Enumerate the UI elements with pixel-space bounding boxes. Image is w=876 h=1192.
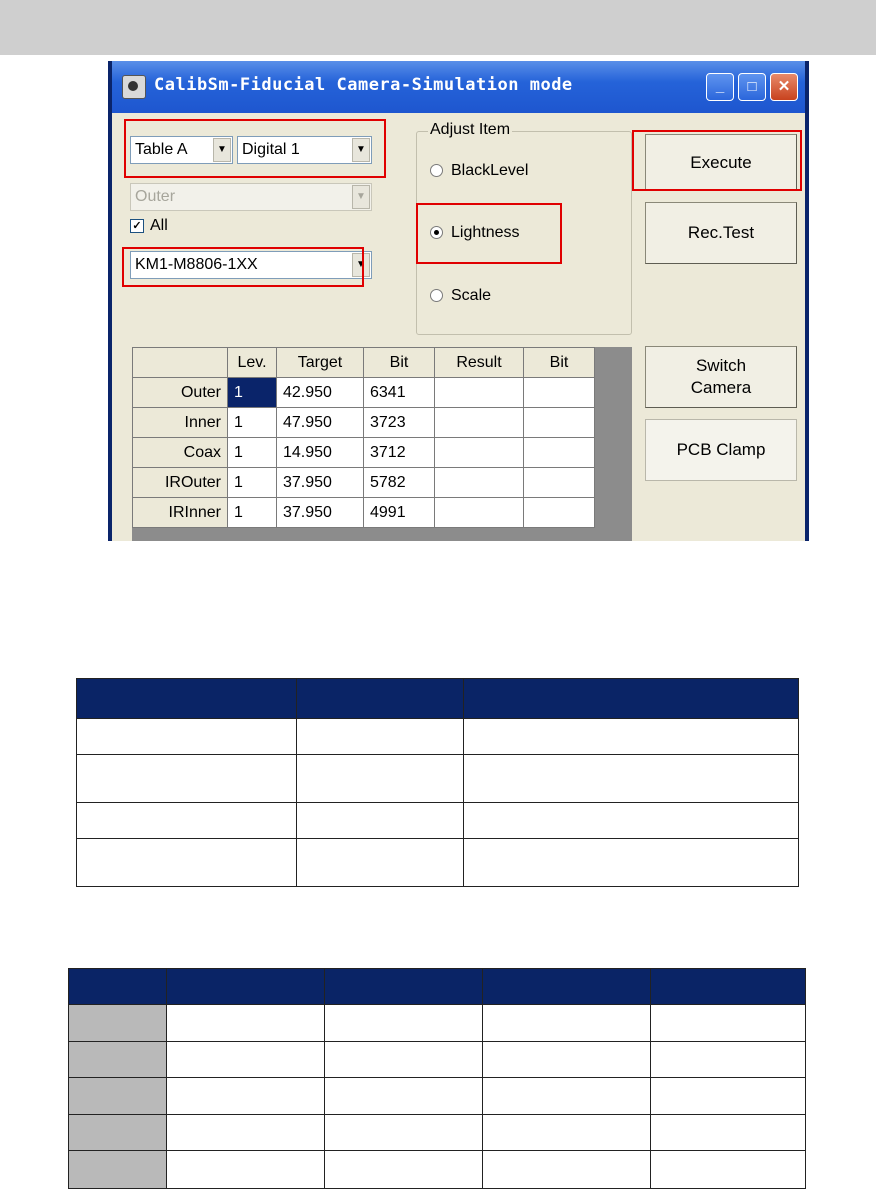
- switch-camera-line2: Camera: [690, 378, 752, 397]
- adjust-item-label: Adjust Item: [430, 121, 511, 138]
- table-row: [77, 719, 799, 755]
- page-header-band: [0, 0, 876, 55]
- table-cell: [167, 1042, 325, 1078]
- grid-cell-target[interactable]: 14.950: [277, 438, 364, 468]
- grid-row: [133, 468, 595, 498]
- table-cell: [651, 1042, 806, 1078]
- grid-cell-target[interactable]: 47.950: [277, 408, 364, 438]
- table-cell: [651, 1078, 806, 1115]
- grid-row-name[interactable]: Inner: [133, 408, 228, 438]
- grid-cell-lev[interactable]: 1: [228, 498, 277, 528]
- grid-cell-bit2[interactable]: [524, 498, 595, 528]
- table-cell: [464, 719, 799, 755]
- table-cell: [325, 1042, 483, 1078]
- table-cell: [651, 1151, 806, 1189]
- switch-camera-line1: Switch: [695, 356, 747, 375]
- minimize-button[interactable]: _: [706, 73, 734, 101]
- table-cell: [77, 803, 297, 839]
- highlight-box: [122, 247, 364, 287]
- table-row: [77, 839, 799, 887]
- table-header-cell: [297, 679, 464, 719]
- calibration-grid-area: [132, 347, 632, 541]
- grid-cell-bit[interactable]: 5782: [364, 468, 435, 498]
- table-cell: [77, 755, 297, 803]
- model-select-value: KM1-M8806-1XX: [135, 256, 258, 273]
- grid-header-result: Result: [435, 348, 524, 378]
- table-cell: [325, 1005, 483, 1042]
- radio-label: Scale: [451, 287, 492, 304]
- grid-header-target: Target: [277, 348, 364, 378]
- grid-cell-target[interactable]: 42.950: [277, 378, 364, 408]
- table-row: [69, 1151, 806, 1189]
- table-header-row: [77, 679, 799, 719]
- switch-camera-button[interactable]: [645, 346, 797, 408]
- chevron-down-icon[interactable]: ▼: [213, 138, 231, 162]
- digital-select-value: Digital 1: [242, 141, 300, 158]
- grid-row-name[interactable]: Outer: [133, 378, 228, 408]
- light-select-value: Outer: [135, 188, 176, 205]
- grid-cell-bit2[interactable]: [524, 468, 595, 498]
- grid-cell-result[interactable]: [435, 408, 524, 438]
- chevron-down-icon: ▼: [352, 185, 370, 209]
- grid-cell-bit[interactable]: 4991: [364, 498, 435, 528]
- table-cell: [483, 1042, 651, 1078]
- grid-header-bit: Bit: [364, 348, 435, 378]
- radio-blacklevel[interactable]: [430, 160, 528, 182]
- table-cell: [297, 755, 464, 803]
- radio-icon[interactable]: [430, 164, 443, 177]
- table-header-cell: [483, 969, 651, 1005]
- table-cell: [77, 839, 297, 887]
- table-row: [77, 803, 799, 839]
- grid-row: [133, 438, 595, 468]
- table-cell: [69, 1115, 167, 1151]
- grid-cell-result[interactable]: [435, 438, 524, 468]
- table-cell: [464, 803, 799, 839]
- table-cell: [167, 1078, 325, 1115]
- chevron-down-icon[interactable]: ▼: [352, 138, 370, 162]
- highlight-box: [124, 119, 386, 178]
- table-cell: [483, 1005, 651, 1042]
- radio-label: Lightness: [451, 224, 520, 241]
- table-cell: [167, 1151, 325, 1189]
- grid-cell-target[interactable]: 37.950: [277, 498, 364, 528]
- grid-cell-result[interactable]: [435, 498, 524, 528]
- grid-row-name[interactable]: Coax: [133, 438, 228, 468]
- grid-row: [133, 408, 595, 438]
- table-cell: [297, 839, 464, 887]
- table-cell: [651, 1005, 806, 1042]
- checkbox-check-icon[interactable]: ✓: [130, 219, 144, 233]
- close-button[interactable]: ✕: [770, 73, 798, 101]
- table-header-cell: [464, 679, 799, 719]
- grid-row-name[interactable]: IROuter: [133, 468, 228, 498]
- maximize-button[interactable]: □: [738, 73, 766, 101]
- all-checkbox-label: All: [150, 217, 168, 234]
- grid-cell-bit2[interactable]: [524, 408, 595, 438]
- table-cell: [69, 1005, 167, 1042]
- grid-row-name[interactable]: IRInner: [133, 498, 228, 528]
- grid-cell-bit[interactable]: 6341: [364, 378, 435, 408]
- empty-table-2: [68, 968, 806, 1189]
- grid-cell-lev[interactable]: 1: [228, 438, 277, 468]
- grid-cell-lev[interactable]: 1: [228, 408, 277, 438]
- table-cell: [69, 1151, 167, 1189]
- grid-cell-lev[interactable]: 1: [228, 378, 277, 408]
- table-cell: [77, 719, 297, 755]
- title-bar[interactable]: [112, 61, 805, 113]
- table-cell: [69, 1042, 167, 1078]
- table-cell: [483, 1078, 651, 1115]
- table-row: [69, 1115, 806, 1151]
- all-checkbox[interactable]: [130, 216, 168, 236]
- app-icon: [122, 75, 146, 99]
- table-cell: [325, 1078, 483, 1115]
- pcb-clamp-button[interactable]: PCB Clamp: [645, 419, 797, 481]
- grid-header-row: [133, 348, 595, 378]
- table-cell: [464, 839, 799, 887]
- light-select: [130, 183, 372, 211]
- calibration-window: [108, 61, 809, 541]
- execute-button[interactable]: Execute: [645, 134, 797, 191]
- table-header-cell: [77, 679, 297, 719]
- table-cell: [464, 755, 799, 803]
- grid-cell-bit2[interactable]: [524, 378, 595, 408]
- table-cell: [167, 1115, 325, 1151]
- highlight-box: [416, 203, 562, 264]
- grid-header-lev: Lev.: [228, 348, 277, 378]
- rec-test-button[interactable]: Rec.Test: [645, 202, 797, 264]
- table-row: [69, 1042, 806, 1078]
- table-header-cell: [69, 969, 167, 1005]
- table-header-cell: [325, 969, 483, 1005]
- grid-row: [133, 378, 595, 408]
- grid-header-bit2: Bit: [524, 348, 595, 378]
- highlight-box: [632, 130, 802, 191]
- grid-cell-bit2[interactable]: [524, 438, 595, 468]
- table-cell: [325, 1115, 483, 1151]
- calibration-grid: [132, 347, 595, 528]
- table-cell: [297, 719, 464, 755]
- grid-cell-lev[interactable]: 1: [228, 468, 277, 498]
- grid-header-corner: [133, 348, 228, 378]
- table-header-cell: [167, 969, 325, 1005]
- table-select-value: Table A: [135, 141, 188, 158]
- window-title: CalibSm-Fiducial Camera-Simulation mode: [154, 75, 573, 95]
- table-cell: [69, 1078, 167, 1115]
- radio-label: BlackLevel: [451, 162, 529, 179]
- table-cell: [483, 1115, 651, 1151]
- radio-scale[interactable]: [430, 285, 491, 307]
- table-cell: [325, 1151, 483, 1189]
- table-cell: [483, 1151, 651, 1189]
- table-cell: [297, 803, 464, 839]
- table-row: [77, 755, 799, 803]
- empty-table-1: [76, 678, 799, 887]
- table-row: [69, 1078, 806, 1115]
- grid-cell-result[interactable]: [435, 468, 524, 498]
- grid-cell-bit[interactable]: 3712: [364, 438, 435, 468]
- grid-row: [133, 498, 595, 528]
- table-row: [69, 1005, 806, 1042]
- table-cell: [651, 1115, 806, 1151]
- table-cell: [167, 1005, 325, 1042]
- chevron-down-icon[interactable]: ▼: [352, 253, 370, 277]
- grid-cell-target[interactable]: 37.950: [277, 468, 364, 498]
- grid-cell-result[interactable]: [435, 378, 524, 408]
- table-header-cell: [651, 969, 806, 1005]
- radio-icon[interactable]: [430, 289, 443, 302]
- grid-cell-bit[interactable]: 3723: [364, 408, 435, 438]
- table-header-row: [69, 969, 806, 1005]
